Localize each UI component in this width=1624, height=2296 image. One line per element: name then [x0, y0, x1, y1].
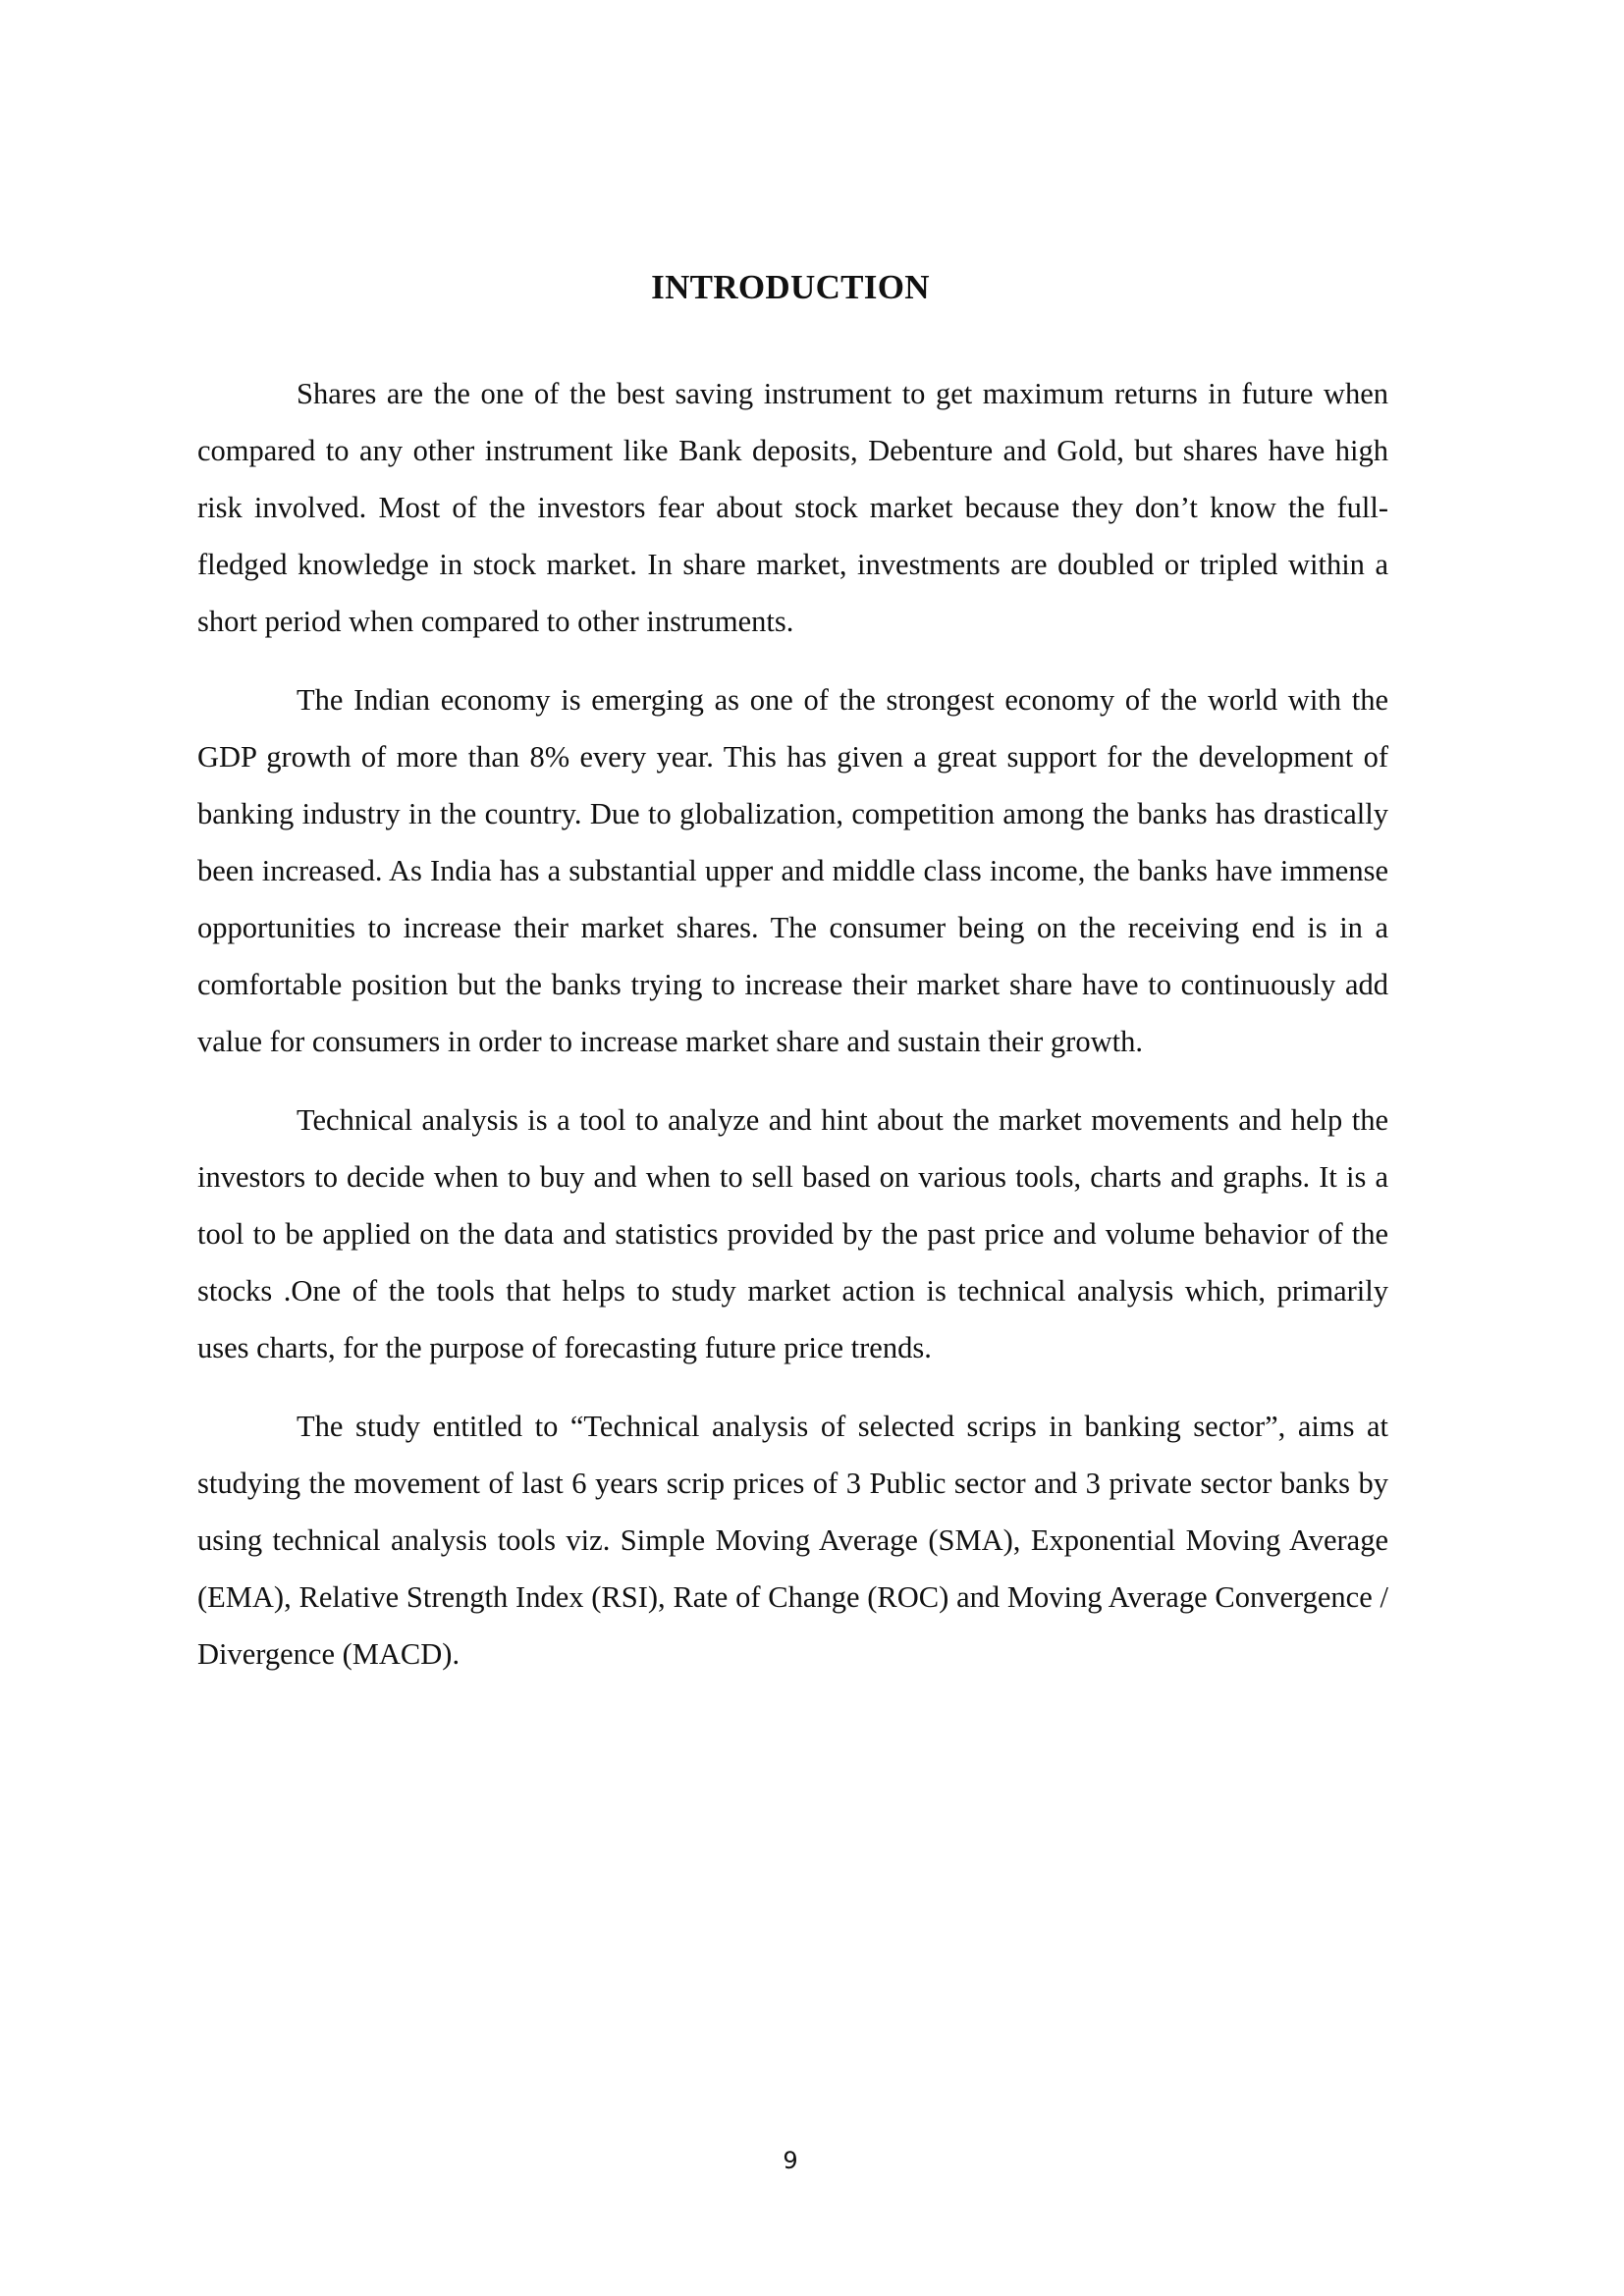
- paragraph-study-scope: The study entitled to “Technical analysis of selected scrips in banking sector”, aims at studying the movement of last 6 years scrip prices of 3 Public sector and 3 private sector banks by using technical analysis tools viz. Simple Moving Average (SMA), Exponential Moving Average (EMA), Relative Strength Index (RSI), Rate of Change (ROC) and Moving Average Convergence / Divergence (MACD).: [197, 1410, 1388, 1671]
- paragraph-indian-economy: The Indian economy is emerging as one of the strongest economy of the world with the GDP growth of more than 8% every year. This has given a great support for the development of banking industry in the country. Due to globalization, competition among the banks has drastically been increased. As India has a substantial upper and middle class income, the banks have immense opportunities to increase their market shares. The consumer being on the receiving end is in a comfortable position but the banks trying to increase their market share have to continuously add value for consumers in order to increase market share and sustain their growth.: [197, 683, 1388, 1058]
- paragraph-technical-analysis: Technical analysis is a tool to analyze and hint about the market movements and help the investors to decide when to buy and when to sell based on various tools, charts and graphs. It is a tool to be applied on the data and statistics provided by the past price and volume behavior of the stocks .One of the tools that helps to study market action is technical analysis which, primarily uses charts, for the purpose of forecasting future price trends.: [197, 1103, 1388, 1364]
- page-number: 9: [783, 2147, 798, 2174]
- page-title: INTRODUCTION: [651, 268, 930, 306]
- paragraph-shares: Shares are the one of the best saving instrument to get maximum returns in future when compared to any other instrument like Bank deposits, Debenture and Gold, but shares have high risk involved. Most of the investors fear about stock market because they don’t know the full-fledged knowledge in stock market. In share market, investments are doubled or tripled within a short period when compared to other instruments.: [197, 377, 1388, 638]
- body-text: [197, 365, 1388, 1704]
